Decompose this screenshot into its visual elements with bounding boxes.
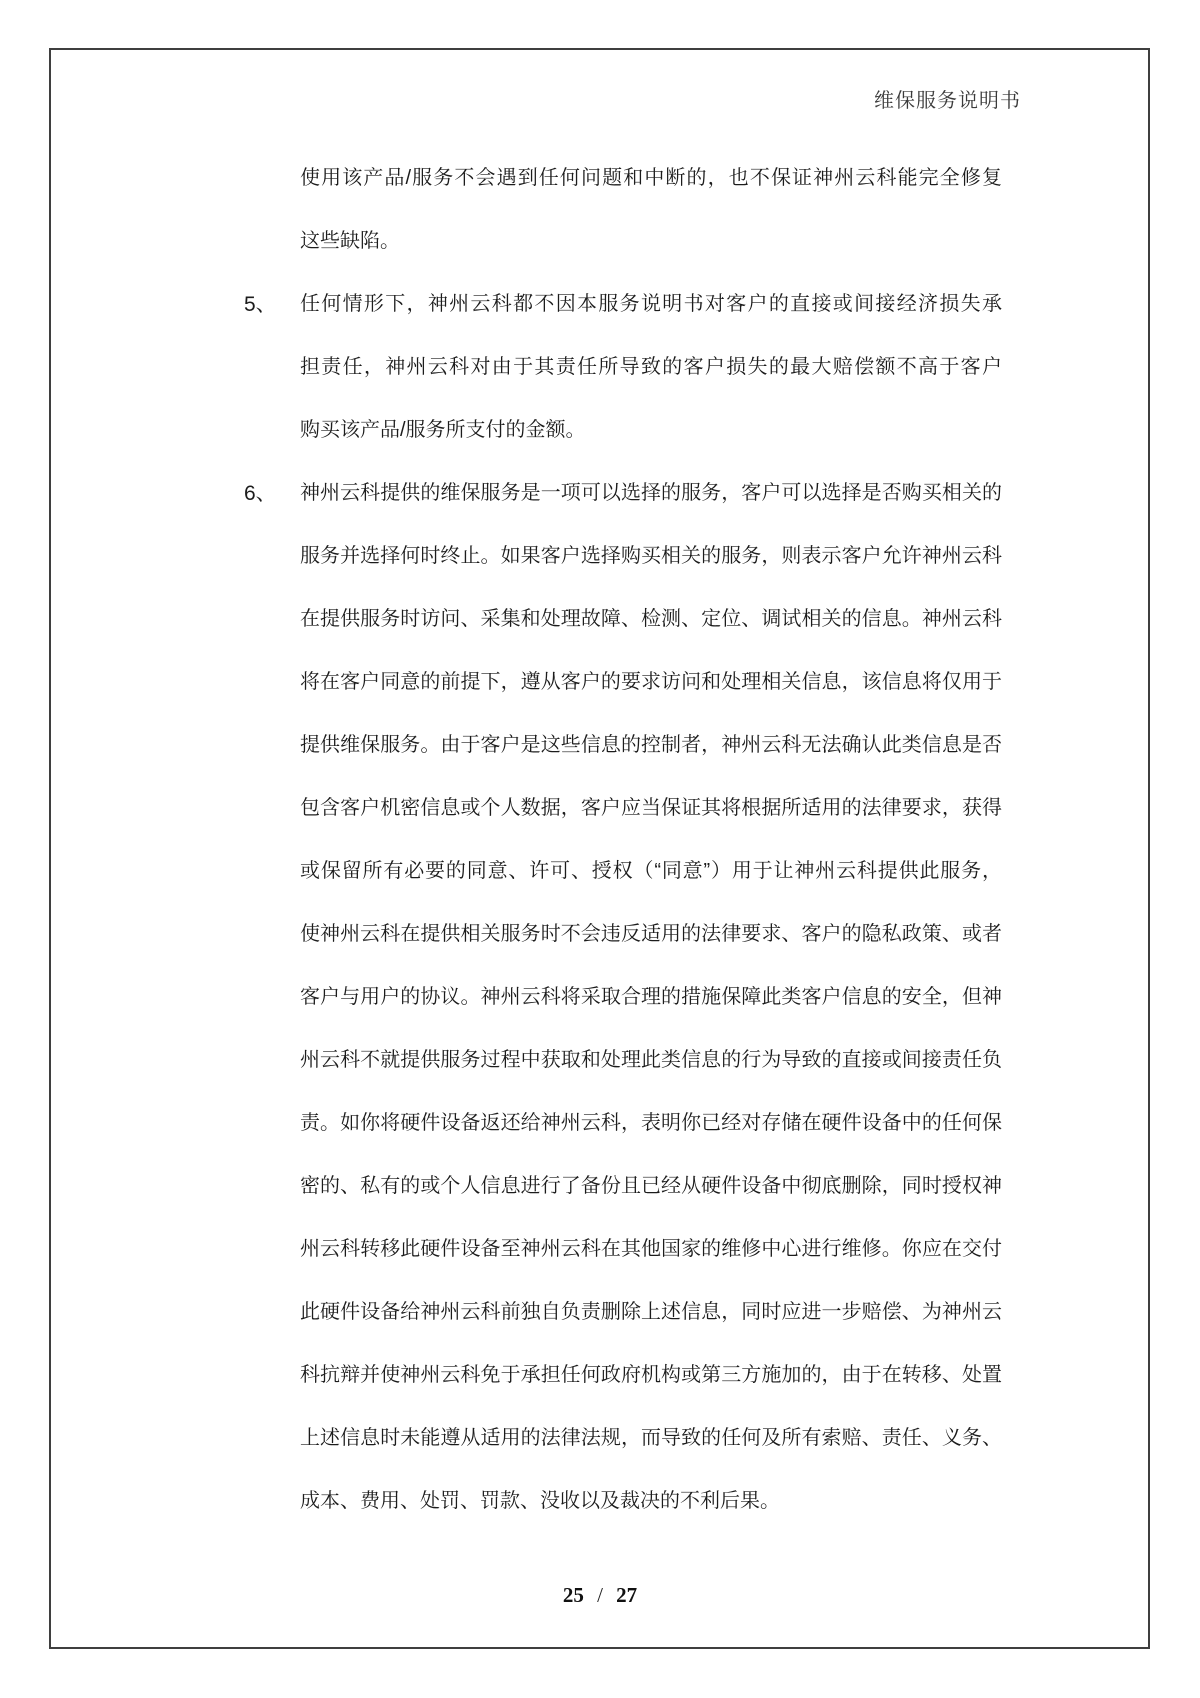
- line-text: 将在客户同意的前提下，遵从客户的要求访问和处理相关信息，该信息将仅用于: [300, 671, 1002, 693]
- list-number: 5、: [244, 293, 277, 316]
- text-line: [300, 210, 1002, 273]
- line-text: 担责任，神州云科对由于其责任所导致的客户损失的最大赔偿额不高于客户: [300, 356, 1002, 378]
- line-text: 在提供服务时访问、采集和处理故障、检测、定位、调试相关的信息。神州云科: [300, 608, 1002, 630]
- header-title: 维保服务说明书: [874, 90, 1021, 112]
- text-line: [300, 525, 1002, 588]
- line-text: 此硬件设备给神州云科前独自负责删除上述信息，同时应进一步赔偿、为神州云: [300, 1301, 1002, 1323]
- text-line: [300, 1407, 1002, 1470]
- text-line: [300, 1092, 1002, 1155]
- text-line: [300, 588, 1002, 651]
- line-text: 这些缺陷。: [300, 230, 400, 252]
- line-text: 州云科不就提供服务过程中获取和处理此类信息的行为导致的直接或间接责任负: [300, 1049, 1002, 1071]
- line-text: 成本、费用、处罚、罚款、没收以及裁决的不利后果。: [300, 1490, 780, 1512]
- line-text: 服务并选择何时终止。如果客户选择购买相关的服务，则表示客户允许神州云科: [300, 545, 1002, 567]
- text-line: [300, 1281, 1002, 1344]
- text-line: [300, 336, 1002, 399]
- document-body: [244, 147, 1002, 1533]
- text-line: [300, 1155, 1002, 1218]
- text-line: [300, 714, 1002, 777]
- text-line: [300, 1470, 1002, 1533]
- text-line: [300, 840, 1002, 903]
- line-text: 任何情形下，神州云科都不因本服务说明书对客户的直接或间接经济损失承: [300, 293, 1002, 315]
- line-text: 使用该产品/服务不会遇到任何问题和中断的，也不保证神州云科能完全修复: [300, 167, 1002, 189]
- text-line: [300, 903, 1002, 966]
- text-line: [300, 966, 1002, 1029]
- text-line: [300, 147, 1002, 210]
- line-text: 上述信息时未能遵从适用的法律法规，而导致的任何及所有索赔、责任、义务、: [300, 1427, 1002, 1449]
- line-text: 科抗辩并使神州云科免于承担任何政府机构或第三方施加的，由于在转移、处置: [300, 1364, 1002, 1386]
- page-number-current: 25: [562, 1583, 584, 1607]
- page-number-separator: /: [597, 1583, 603, 1607]
- line-text: 客户与用户的协议。神州云科将采取合理的措施保障此类客户信息的安全，但神: [300, 986, 1002, 1008]
- line-text: 州云科转移此硬件设备至神州云科在其他国家的维修中心进行维修。你应在交付: [300, 1238, 1002, 1260]
- line-text: 或保留所有必要的同意、许可、授权（“同意”）用于让神州云科提供此服务，: [300, 860, 1002, 882]
- line-text: 提供维保服务。由于客户是这些信息的控制者，神州云科无法确认此类信息是否: [300, 734, 1002, 756]
- line-text: 密的、私有的或个人信息进行了备份且已经从硬件设备中彻底删除，同时授权神: [300, 1175, 1002, 1197]
- text-line: [300, 651, 1002, 714]
- text-line: [300, 777, 1002, 840]
- line-text: 神州云科提供的维保服务是一项可以选择的服务，客户可以选择是否购买相关的: [300, 482, 1002, 504]
- line-text: 购买该产品/服务所支付的金额。: [300, 419, 586, 441]
- text-line: [244, 273, 1002, 336]
- text-line: [300, 1029, 1002, 1092]
- text-line: [244, 462, 1002, 525]
- line-text: 使神州云科在提供相关服务时不会违反适用的法律要求、客户的隐私政策、或者: [300, 923, 1002, 945]
- line-text: 包含客户机密信息或个人数据，客户应当保证其将根据所适用的法律要求，获得: [300, 797, 1002, 819]
- line-text: 责。如你将硬件设备返还给神州云科，表明你已经对存储在硬件设备中的任何保: [300, 1112, 1002, 1134]
- text-line: [300, 399, 1002, 462]
- page-footer: [0, 1583, 1200, 1608]
- page-number-total: 27: [616, 1583, 638, 1607]
- text-line: [300, 1218, 1002, 1281]
- list-number: 6、: [244, 482, 277, 505]
- text-line: [300, 1344, 1002, 1407]
